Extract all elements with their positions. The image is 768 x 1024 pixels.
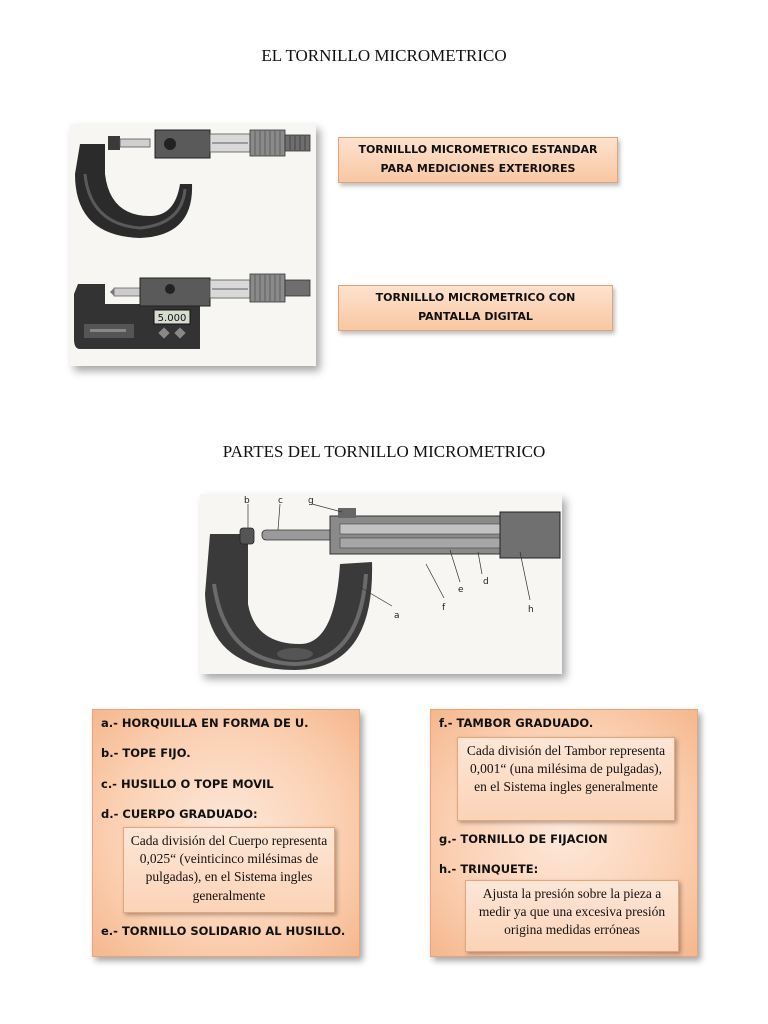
micrometer-cross-section xyxy=(200,494,562,674)
parts-panel-left xyxy=(92,709,360,957)
parts-panel-right xyxy=(430,709,698,957)
diagram-label-g: g xyxy=(308,496,314,506)
part-a: a.- HORQUILLA EN FORMA DE U. xyxy=(101,716,309,730)
part-b: b.- TOPE FIJO. xyxy=(101,746,191,760)
part-c: c.- HUSILLO O TOPE MOVIL xyxy=(101,777,274,791)
diagram-label-d: d xyxy=(483,577,489,587)
diagram-label-e: e xyxy=(458,585,464,595)
digital-display-value: 5.000 xyxy=(157,313,187,324)
diagram-label-h: h xyxy=(528,605,534,615)
part-d-description: Cada división del Cuerpo representa 0,025“ (veinticinco milésimas de pulgadas), en el Sistema ingles generalmente xyxy=(123,827,335,913)
label-digital-micrometer: TORNILLLO MICROMETRICO CON PANTALLA DIGITAL xyxy=(338,285,613,331)
diagram-label-f: f xyxy=(442,603,446,613)
parts-diagram xyxy=(200,494,562,674)
part-g: g.- TORNILLO DE FIJACION xyxy=(439,832,608,846)
part-h: h.- TRINQUETE: xyxy=(439,862,539,876)
page-title: EL TORNILLO MICROMETRICO xyxy=(261,46,507,65)
label-standard-micrometer: TORNILLLO MICROMETRICO ESTANDAR PARA MEDICIONES EXTERIORES xyxy=(338,137,618,183)
diagram-label-b: b xyxy=(244,496,250,506)
part-f-description: Cada división del Tambor representa 0,001“ (una milésima de pulgadas), en el Sistema ingles generalmente xyxy=(457,737,675,821)
parts-title: PARTES DEL TORNILLO MICROMETRICO xyxy=(222,442,546,461)
micrometers-illustration xyxy=(70,124,316,366)
micrometers-photo xyxy=(70,124,316,366)
part-h-description: Ajusta la presión sobre la pieza a medir ya que una excesiva presión origina medidas erróneas xyxy=(465,880,679,952)
part-e: e.- TORNILLO SOLIDARIO AL HUSILLO. xyxy=(101,924,346,938)
diagram-label-c: c xyxy=(278,496,283,506)
diagram-label-a: a xyxy=(394,611,400,621)
part-f: f.- TAMBOR GRADUADO. xyxy=(439,716,594,730)
part-d: d.- CUERPO GRADUADO: xyxy=(101,807,258,821)
